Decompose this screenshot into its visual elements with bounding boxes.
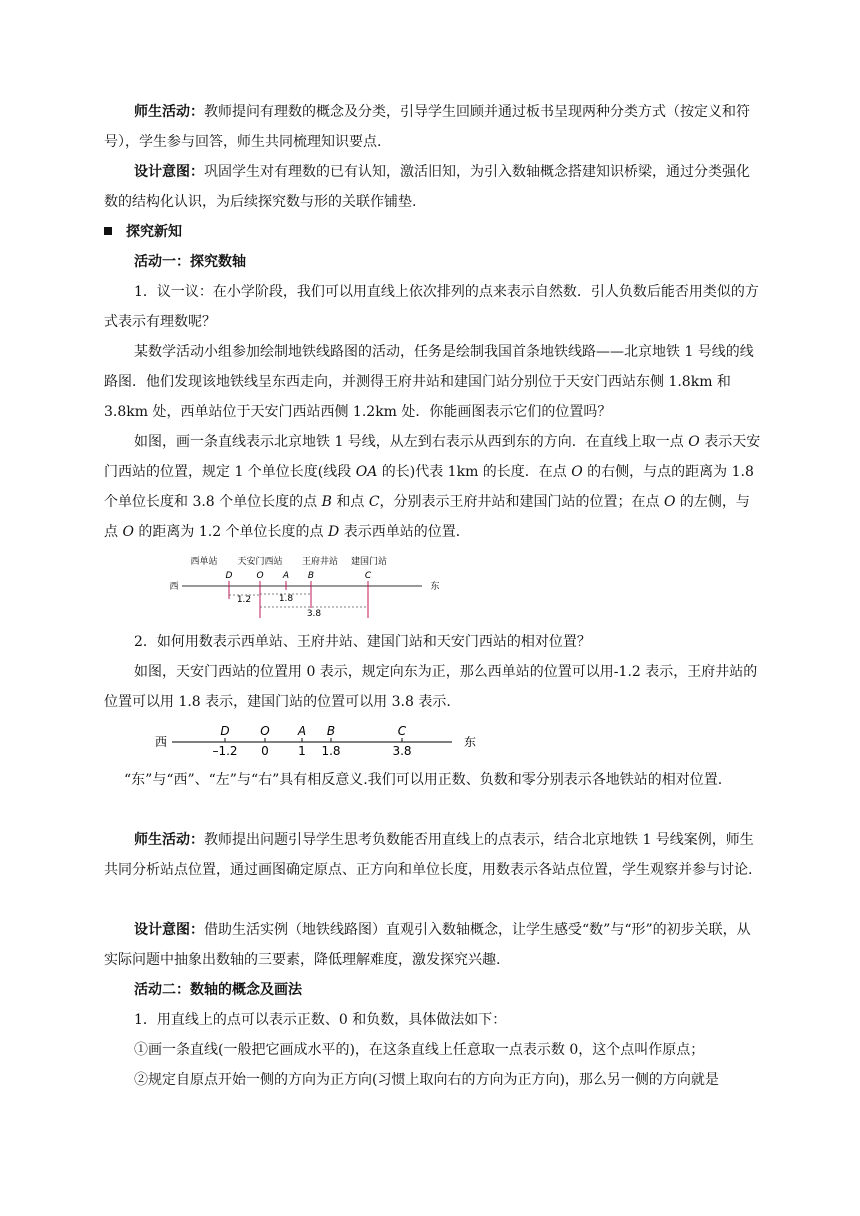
square-bullet-icon bbox=[104, 227, 112, 235]
axis-value-b: 1.8 bbox=[321, 744, 341, 758]
point-symbol: O bbox=[664, 494, 676, 510]
axis-point-o: O bbox=[260, 724, 270, 738]
text-span: 的左侧，与点 bbox=[104, 494, 750, 540]
label-teacher-student-activity: 师生活动： bbox=[134, 832, 204, 848]
text-span: 表示天安门西站的位置，规定 1 个单位长度(线段 bbox=[104, 434, 761, 480]
point-symbol: O bbox=[571, 464, 583, 480]
axis-value-a: 1 bbox=[298, 744, 306, 758]
paragraph-text: 教师提出问题引导学生思考负数能否用直线上的点表示，结合北京地铁 1 号线案例，师生共同分析站点位置，通过画图确定原点、正方向和单位长度，用数表示各站点位置，学生观察并参与讨论. bbox=[104, 832, 754, 878]
point-label-b: B bbox=[307, 571, 315, 581]
point-label-a: A bbox=[282, 571, 290, 581]
paragraph-text: 教师提问有理数的概念及分类，引导学生回顾并通过板书呈现两种分类方式（按定义和符号），学生参与回答，师生共同梳理知识要点. bbox=[104, 104, 750, 150]
axis-point-c: C bbox=[397, 724, 407, 738]
axis-value-o: 0 bbox=[261, 744, 269, 758]
direction-label-west: 西 bbox=[169, 582, 179, 592]
axis-point-d: D bbox=[220, 724, 230, 738]
step-origin: ①画一条直线(一般把它画成水平的)，在这条直线上任意取一点表示数 0，这个点叫作原点； bbox=[134, 1042, 705, 1058]
axis-direction-west: 西 bbox=[154, 735, 168, 749]
paragraph-number-positions: 如图，天安门西站的位置用 0 表示，规定向东为正，那么西单站的位置可以用-1.2 表示，王府井站的位置可以用 1.8 表示，建国门站的位置可以用 3.8 表示. bbox=[104, 664, 758, 710]
question-two: 2．如何用数表示西单站、王府井站、建国门站和天安门西站的相对位置？ bbox=[134, 634, 591, 650]
axis-point-a: A bbox=[297, 724, 307, 738]
paragraph-opposite-meaning: “东”与“西”、“左”与“右”具有相反意义.我们可以用正数、负数和零分别表示各地铁站的相对位置. bbox=[124, 772, 723, 788]
axis-point-b: B bbox=[326, 724, 336, 738]
text-span: 的右侧，与点的距离为 1.8 个单位长度和 3.8 个单位长度的点 bbox=[104, 464, 754, 510]
text-span: ，分别表示王府井站和建国门站的位置；在点 bbox=[379, 494, 664, 510]
paragraph-design-intent bbox=[104, 157, 762, 217]
point-label-c: C bbox=[364, 571, 372, 581]
point-symbol: C bbox=[368, 494, 380, 510]
text-span: 如图，画一条直线表示北京地铁 1 号线，从左到右表示从西到东的方向．在直线上取一点 bbox=[134, 434, 689, 450]
dimension-label-1-8: 1.8 bbox=[278, 594, 294, 604]
station-label-wangfujing: 王府井站 bbox=[301, 557, 339, 567]
text-span: 和点 bbox=[331, 494, 369, 510]
station-label-xidan: 西单站 bbox=[190, 557, 218, 567]
text-span: 表示西单站的位置． bbox=[339, 524, 470, 540]
activity-two-heading: 活动二：数轴的概念及画法 bbox=[134, 982, 302, 998]
direction-label-east: 东 bbox=[430, 582, 440, 592]
activity-one-heading: 活动一：探究数轴 bbox=[134, 254, 246, 270]
paragraph-text: 巩固学生对有理数的已有认知，激活旧知，为引入数轴概念搭建知识桥梁，通过分类强化数的结构化认识，为后续探究数与形的关联作铺垫. bbox=[104, 164, 750, 210]
text-span: 的距离为 1.2 个单位长度的点 bbox=[133, 524, 329, 540]
paragraph-design-intent-2 bbox=[104, 915, 762, 975]
number-line-figure bbox=[150, 722, 490, 760]
paragraph-subway-task: 某数学活动小组参加绘制地铁线路图的活动，任务是绘制我国首条地铁线路——北京地铁 1 号线的线路图．他们发现该地铁线呈东西走向，并测得王府井站和建国门站分别位于天安门西站东侧 1.8km 和 3.8km 处，西单站位于天安门西站西侧 1.2km 处．你能画图表示它们的位置吗？ bbox=[104, 344, 754, 420]
label-design-intent: 设计意图： bbox=[134, 922, 204, 938]
axis-direction-east: 东 bbox=[463, 735, 477, 749]
point-symbol: D bbox=[328, 524, 340, 540]
axis-value-c: 3.8 bbox=[392, 744, 412, 758]
paragraph-activity-intro bbox=[104, 97, 762, 157]
section-title: 探究新知 bbox=[126, 224, 182, 240]
text-span: 的长)代表 1km 的长度．在点 bbox=[377, 464, 572, 480]
station-label-jianguomen: 建国门站 bbox=[350, 557, 388, 567]
point-symbol: O bbox=[688, 434, 700, 450]
subway-line-figure bbox=[160, 550, 450, 622]
point-label-d: D bbox=[225, 571, 233, 581]
paragraph-text: 借助生活实例（地铁线路图）直观引入数轴概念，让学生感受“数”与“形”的初步关联，从实际问题中抽象出数轴的三要素，降低理解难度，激发探究兴趣. bbox=[104, 922, 751, 968]
step-positive-direction: ②规定自原点开始一侧的方向为正方向(习惯上取向右的方向为正方向)，那么另一侧的方向就是 bbox=[134, 1072, 719, 1088]
segment-symbol: OA bbox=[355, 464, 378, 480]
point-symbol: B bbox=[321, 494, 332, 510]
point-symbol: O bbox=[122, 524, 134, 540]
paragraph-activity-discussion bbox=[104, 825, 762, 885]
question-one: 1．议一议：在小学阶段，我们可以用直线上依次排列的点来表示自然数．引人负数后能否用类似的方式表示有理数呢？ bbox=[104, 284, 759, 330]
step-one: 1．用直线上的点可以表示正数、0 和负数，具体做法如下： bbox=[134, 1012, 507, 1028]
dimension-label-3-8: 3.8 bbox=[306, 609, 322, 619]
station-label-tiananmen-west: 天安门西站 bbox=[237, 557, 283, 567]
axis-value-d: –1.2 bbox=[212, 744, 238, 758]
label-design-intent: 设计意图： bbox=[134, 164, 204, 180]
section-heading bbox=[104, 217, 182, 247]
point-label-o: O bbox=[256, 571, 264, 581]
label-teacher-student-activity: 师生活动： bbox=[134, 104, 204, 120]
paragraph-draw-line bbox=[104, 427, 762, 547]
dimension-label-1-2: 1.2 bbox=[236, 595, 252, 605]
